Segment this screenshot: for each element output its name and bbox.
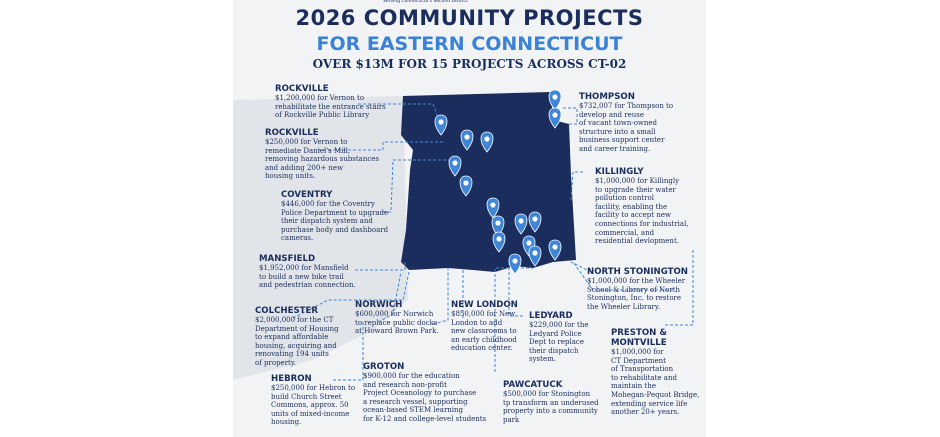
- project-thompson: [579, 92, 673, 154]
- map-pin-dot: [452, 160, 457, 165]
- project-title: KILLINGLY: [595, 167, 644, 177]
- project-title: NEW LONDON: [451, 300, 518, 310]
- project-description: $250,000 for Hebron to build Church Street Commons, approx. 50 units of mixed-income housing.: [271, 384, 356, 427]
- project-description: $229,000 for the Ledyard Police Dept to replace their dispatch system.: [529, 321, 589, 364]
- project-coventry: [281, 190, 388, 243]
- map-pin-dot: [518, 218, 523, 223]
- tagline: Serving Connecticut's Second District: [383, 0, 468, 4]
- map-pin-dot: [496, 236, 501, 241]
- project-title: PAWCATUCK: [503, 380, 563, 390]
- project-title: MANSFIELD: [259, 254, 316, 264]
- page-title: 2026 COMMUNITY PROJECTS: [295, 6, 644, 30]
- project-title: NORWICH: [355, 300, 403, 310]
- project-title: HEBRON: [271, 374, 312, 384]
- map-pin-dot: [526, 240, 531, 245]
- project-description: $1,000,000 for Killingly to upgrade their water pollution control facility, enabling the facility to accept new connections for industrial, commercial, and residential devlopment.: [595, 177, 689, 246]
- project-title: LEDYARD: [529, 311, 573, 321]
- map-pin-dot: [438, 119, 443, 124]
- project-title: THOMPSON: [579, 92, 635, 102]
- map-pin-dot: [464, 134, 469, 139]
- project-colchester: [255, 306, 339, 368]
- project-rockville-library: [275, 84, 386, 120]
- project-title: PRESTON & MONTVILLE: [611, 328, 667, 348]
- project-title: ROCKVILLE: [275, 84, 329, 94]
- project-description: $250,000 for Vernon to remediate Daniel's Mill, removing hazardous substances and adding 200+ new housing units.: [265, 138, 379, 181]
- project-title: ROCKVILLE: [265, 128, 319, 138]
- map-pin-dot: [463, 180, 468, 185]
- project-description: $1,000,000 for CT Department of Transportation to rehabilitate and maintain the Mohegan-Pequot Bridge, extending service life another 20+ years.: [611, 348, 700, 417]
- map-pin-dot: [512, 258, 517, 263]
- page-title-region: FOR EASTERN CONNECTICUT: [316, 33, 623, 55]
- project-title: COLCHESTER: [255, 306, 318, 316]
- project-description: $1,200,000 for Vernon to rehabilitate the entrance stairs of Rockville Public Library: [275, 94, 386, 120]
- map-pin-dot: [552, 94, 557, 99]
- project-description: $600,000 for Norwich to replace public docks at Howard Brown Park.: [355, 310, 439, 336]
- project-killingly: [595, 167, 689, 246]
- map-pin-dot: [532, 250, 537, 255]
- project-description: $900,000 for the education and research non-profit Project Oceanology to purchase a research vessel, supporting ocean-based STEM learning for K-12 and college-level students: [363, 372, 487, 423]
- map-pin-dot: [490, 202, 495, 207]
- project-title: NORTH STONINGTON: [587, 267, 688, 277]
- project-title: GROTON: [363, 362, 405, 372]
- project-preston-montville: [611, 328, 699, 417]
- project-pawcatuck: [503, 380, 599, 424]
- project-norwich: [355, 300, 439, 336]
- project-description: $446,000 for the Coventry Police Department to upgrade their dispatch system and purchase body and dashboard cameras.: [281, 200, 389, 243]
- map-pin-icon: [509, 254, 521, 274]
- map-pin-dot: [552, 244, 557, 249]
- page-subtitle: OVER $13M FOR 15 PROJECTS ACROSS CT-02: [312, 57, 627, 71]
- map-pin-dot: [552, 112, 557, 117]
- project-groton: [363, 362, 486, 424]
- project-new-london: [451, 300, 518, 353]
- project-north-stonington: [587, 267, 688, 311]
- project-ledyard: [529, 311, 588, 364]
- project-description: $2,000,000 for the CT Department of Housing to expand affordable housing, acquiring and renovating 194 units of property.: [255, 316, 339, 367]
- map-pin-dot: [495, 220, 500, 225]
- infographic-poster: [233, 0, 706, 437]
- map-pin-dot: [532, 216, 537, 221]
- project-description: $500,000 for Stonington tp transform an underused property into a community park: [503, 390, 599, 424]
- project-description: $732,007 for Thompson to develop and reuse of vacant town-owned structure into a small business support center and career training.: [579, 102, 674, 153]
- project-title: COVENTRY: [281, 190, 333, 200]
- project-description: $1,952,000 for Mansfield to build a new bike trail and pedestrian connection.: [259, 264, 356, 290]
- map-pin-dot: [484, 136, 489, 141]
- project-hebron: [271, 374, 355, 427]
- project-description: $850,000 for New London to add new classrooms to an early childhood education center.: [451, 310, 517, 353]
- project-mansfield: [259, 254, 356, 290]
- project-description: $1,000,000 for the Wheeler School & Library of North Stonington, Inc. to restore the Wheeler Library.: [587, 277, 686, 311]
- project-rockville-mill: [265, 128, 379, 181]
